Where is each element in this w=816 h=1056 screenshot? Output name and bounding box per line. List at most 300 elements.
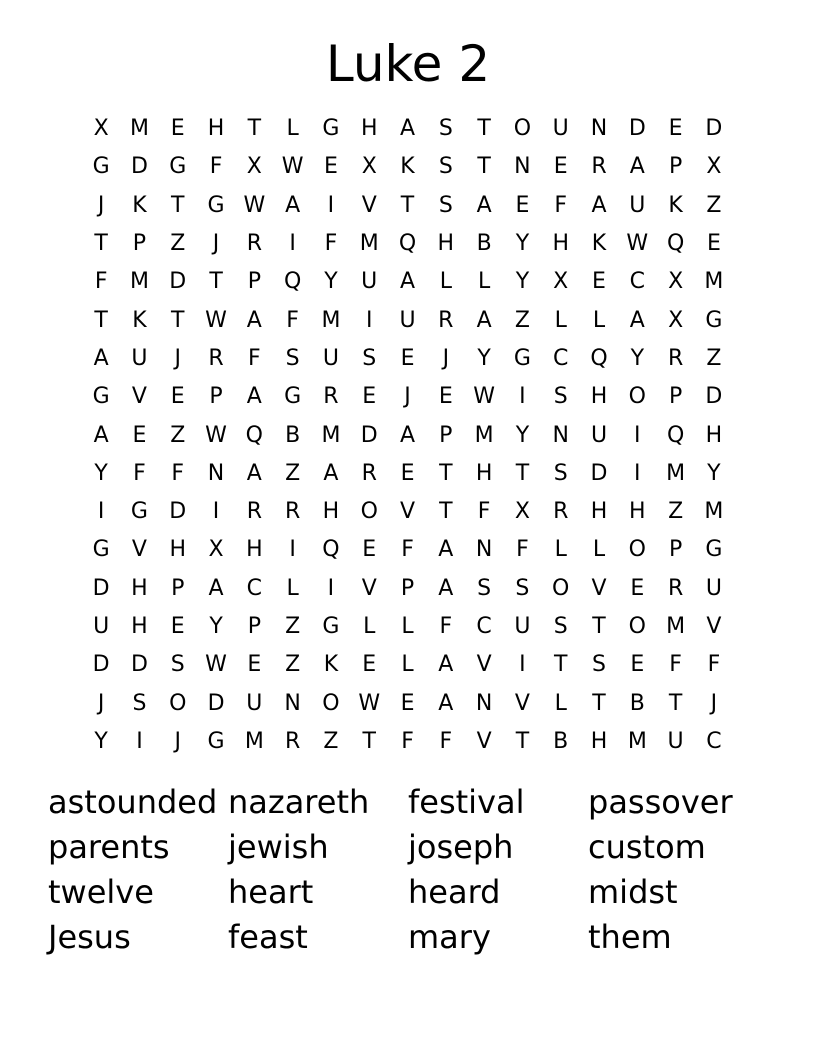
grid-letter[interactable]: D	[169, 499, 187, 525]
grid-letter[interactable]: C	[553, 345, 569, 371]
grid-letter[interactable]: G	[92, 537, 110, 563]
grid-letter[interactable]: F	[171, 460, 185, 486]
grid-letter[interactable]: J	[97, 690, 105, 716]
grid-letter[interactable]: M	[129, 116, 149, 142]
grid-letter[interactable]: Q	[666, 422, 685, 448]
grid-letter[interactable]: G	[284, 384, 302, 410]
grid-letter[interactable]: L	[554, 307, 567, 333]
grid-letter[interactable]: T	[592, 690, 606, 716]
grid-letter[interactable]: F	[669, 652, 682, 678]
grid-letter[interactable]: E	[170, 614, 185, 639]
word-list-row	[48, 870, 768, 915]
grid-letter[interactable]: S	[132, 690, 147, 716]
grid-letter[interactable]: V	[399, 499, 416, 525]
grid-letter[interactable]: X	[668, 269, 684, 295]
grid-letter[interactable]: G	[705, 537, 723, 563]
grid-letter[interactable]: W	[358, 690, 381, 716]
grid-letter[interactable]: A	[93, 345, 109, 371]
grid-letter[interactable]: X	[668, 307, 684, 333]
grid-letter[interactable]: N	[514, 154, 531, 180]
grid-letter[interactable]: V	[476, 652, 492, 678]
grid-letter[interactable]: M	[666, 614, 686, 639]
grid-letter[interactable]: R	[208, 345, 224, 371]
grid-letter[interactable]: I	[136, 728, 143, 754]
grid-letter[interactable]: N	[475, 690, 493, 716]
grid-letter[interactable]: H	[475, 460, 493, 486]
grid-letter[interactable]: W	[205, 307, 227, 333]
grid-letter[interactable]: Y	[209, 614, 223, 639]
grid-letter[interactable]: V	[361, 575, 377, 601]
grid-letter[interactable]: F	[209, 154, 223, 180]
grid-letter[interactable]: K	[400, 154, 415, 180]
grid-letter[interactable]: F	[94, 269, 108, 295]
grid-letter[interactable]: T	[477, 116, 491, 142]
grid-letter[interactable]: D	[360, 422, 378, 448]
grid-letter[interactable]: Z	[706, 345, 722, 371]
grid-letter[interactable]: E	[400, 460, 415, 486]
grid-letter[interactable]: A	[438, 652, 454, 678]
grid-letter[interactable]: M	[704, 269, 724, 295]
grid-letter[interactable]: L	[554, 537, 567, 563]
grid-letter[interactable]: B	[553, 728, 569, 754]
grid-letter[interactable]: I	[327, 192, 335, 218]
grid-letter[interactable]: S	[362, 345, 377, 371]
grid-letter[interactable]: P	[247, 269, 261, 295]
grid-letter[interactable]: K	[323, 652, 339, 678]
grid-letter[interactable]: T	[94, 231, 108, 257]
grid-letter[interactable]: A	[246, 460, 262, 486]
grid-letter[interactable]: N	[207, 460, 225, 486]
grid-letter[interactable]: T	[592, 614, 606, 639]
grid-letter[interactable]: M	[129, 269, 149, 295]
grid-letter[interactable]: L	[592, 537, 606, 563]
grid-row	[82, 531, 733, 569]
grid-letter[interactable]: F	[286, 307, 299, 333]
grid-letter[interactable]: J	[710, 690, 718, 716]
grid-letter[interactable]: Q	[666, 231, 685, 257]
grid-letter[interactable]: D	[92, 652, 110, 678]
grid-letter[interactable]: L	[439, 269, 452, 295]
grid-letter[interactable]: U	[590, 422, 608, 448]
grid-letter[interactable]: Z	[706, 192, 722, 218]
grid-letter[interactable]: Q	[590, 345, 608, 371]
grid-letter[interactable]: E	[706, 231, 721, 257]
grid-letter[interactable]: O	[628, 614, 646, 639]
grid-letter[interactable]: U	[131, 345, 148, 371]
grid-letter[interactable]: G	[322, 116, 340, 142]
grid-letter[interactable]: T	[171, 192, 185, 218]
grid-letter[interactable]: L	[477, 269, 491, 295]
grid-letter[interactable]: K	[591, 231, 607, 257]
grid-letter[interactable]: H	[705, 422, 723, 448]
grid-letter[interactable]: N	[475, 537, 493, 563]
grid-letter[interactable]: H	[131, 614, 148, 639]
grid-letter[interactable]: N	[590, 116, 608, 142]
grid-letter[interactable]: T	[668, 690, 683, 716]
grid-letter[interactable]: L	[363, 614, 376, 639]
grid-letter[interactable]: E	[553, 154, 568, 180]
grid-letter[interactable]: J	[97, 192, 105, 218]
grid-letter[interactable]: T	[515, 460, 530, 486]
grid-letter[interactable]: J	[442, 345, 450, 371]
grid-letter[interactable]: A	[399, 269, 416, 295]
word-list-item: parents	[48, 828, 170, 866]
grid-letter[interactable]: J	[174, 345, 181, 371]
grid-letter[interactable]: P	[668, 384, 683, 410]
grid-letter[interactable]: W	[243, 192, 266, 218]
grid-letter[interactable]: K	[132, 192, 147, 218]
grid-letter[interactable]: W	[205, 652, 227, 678]
grid-letter[interactable]: Z	[285, 614, 301, 639]
grid-letter[interactable]: Q	[283, 269, 302, 295]
grid-letter[interactable]: P	[439, 422, 453, 448]
grid-letter[interactable]: Y	[630, 345, 645, 371]
grid-letter[interactable]: N	[552, 422, 569, 448]
grid-letter[interactable]: R	[553, 499, 569, 525]
grid-letter[interactable]: G	[130, 499, 148, 525]
grid-letter[interactable]: S	[438, 116, 453, 142]
grid-letter[interactable]: E	[438, 384, 453, 410]
grid-letter[interactable]: I	[519, 652, 526, 678]
grid-letter[interactable]: X	[706, 154, 722, 180]
grid-letter[interactable]: U	[399, 307, 416, 333]
grid-letter[interactable]: S	[438, 154, 453, 180]
grid-letter[interactable]: M	[704, 499, 724, 525]
grid-letter[interactable]: H	[360, 116, 378, 142]
grid-letter[interactable]: T	[94, 307, 108, 333]
grid-letter[interactable]: R	[361, 460, 377, 486]
grid-letter[interactable]: Y	[94, 728, 108, 754]
grid-letter[interactable]: H	[629, 499, 646, 525]
grid-letter[interactable]: S	[553, 460, 568, 486]
grid-letter[interactable]: G	[705, 307, 723, 333]
grid-letter[interactable]: C	[476, 614, 492, 639]
grid-letter[interactable]: A	[438, 690, 454, 716]
grid-letter[interactable]: W	[205, 422, 227, 448]
grid-letter[interactable]: Q	[398, 231, 417, 257]
grid-letter[interactable]: U	[514, 614, 531, 639]
grid-letter[interactable]: G	[169, 154, 187, 180]
grid-letter[interactable]: S	[553, 614, 568, 639]
grid-letter[interactable]: F	[401, 728, 414, 754]
grid-letter[interactable]: V	[131, 384, 147, 410]
grid-letter[interactable]: C	[246, 575, 263, 601]
grid-letter[interactable]: O	[169, 690, 187, 716]
grid-letter[interactable]: M	[474, 422, 494, 448]
grid-letter[interactable]: T	[477, 154, 491, 180]
grid-letter[interactable]: R	[284, 499, 301, 525]
grid-letter[interactable]: A	[629, 154, 645, 180]
grid-letter[interactable]: V	[361, 192, 377, 218]
grid-letter[interactable]: E	[630, 652, 645, 678]
grid-letter[interactable]: O	[552, 575, 570, 601]
grid-letter[interactable]: U	[629, 192, 646, 218]
grid-letter[interactable]: P	[132, 231, 147, 257]
grid-letter[interactable]: E	[362, 384, 377, 410]
grid-letter[interactable]: N	[284, 690, 301, 716]
grid-letter[interactable]: B	[629, 690, 645, 716]
grid-letter[interactable]: Z	[285, 652, 301, 678]
grid-letter[interactable]: Z	[170, 422, 186, 448]
grid-letter[interactable]: T	[171, 307, 185, 333]
grid-letter[interactable]: V	[591, 575, 607, 601]
grid-letter[interactable]: H	[590, 384, 608, 410]
grid-letter[interactable]: X	[93, 116, 109, 142]
grid-letter[interactable]: D	[705, 116, 723, 142]
grid-letter[interactable]: P	[171, 575, 185, 601]
grid-letter[interactable]: E	[592, 269, 606, 295]
grid-letter[interactable]: R	[323, 384, 339, 410]
grid-letter[interactable]: P	[247, 614, 261, 639]
grid-letter[interactable]: M	[666, 460, 686, 486]
grid-letter[interactable]: A	[476, 307, 492, 333]
grid-letter[interactable]: K	[668, 192, 683, 218]
grid-letter[interactable]: A	[93, 422, 109, 448]
grid-letter[interactable]: V	[706, 614, 722, 639]
grid-letter[interactable]: L	[401, 614, 414, 639]
grid-letter[interactable]: R	[284, 728, 301, 754]
grid-letter[interactable]: E	[362, 652, 377, 678]
grid-row	[82, 301, 733, 339]
grid-letter[interactable]: H	[552, 231, 569, 257]
grid-letter[interactable]: S	[285, 345, 300, 371]
grid-letter[interactable]: A	[438, 575, 454, 601]
grid-letter[interactable]: E	[323, 154, 338, 180]
grid-letter[interactable]: S	[515, 575, 530, 601]
grid-letter[interactable]: W	[281, 154, 304, 180]
grid-letter[interactable]: S	[592, 652, 606, 678]
grid-letter[interactable]: P	[668, 154, 683, 180]
grid-letter[interactable]: G	[92, 154, 110, 180]
grid-letter[interactable]: O	[513, 116, 532, 142]
grid-letter[interactable]: W	[626, 231, 649, 257]
grid-letter[interactable]: A	[476, 192, 492, 218]
grid-letter[interactable]: U	[322, 345, 339, 371]
grid-letter[interactable]: O	[628, 384, 646, 410]
grid-letter[interactable]: T	[247, 116, 262, 142]
grid-letter[interactable]: E	[668, 116, 683, 142]
grid-letter[interactable]: E	[362, 537, 377, 563]
grid-letter[interactable]: B	[476, 231, 492, 257]
word-list-item: heart	[228, 873, 314, 911]
grid-letter[interactable]: V	[476, 728, 492, 754]
grid-letter[interactable]: I	[634, 422, 641, 448]
grid-letter[interactable]: L	[554, 690, 567, 716]
grid-letter[interactable]: D	[92, 575, 110, 601]
word-list-item: jewish	[228, 828, 329, 866]
grid-letter[interactable]: U	[246, 690, 263, 716]
grid-letter[interactable]: H	[437, 231, 455, 257]
grid-letter[interactable]: L	[286, 116, 299, 142]
grid-letter[interactable]: Y	[515, 269, 530, 295]
grid-letter[interactable]: Y	[515, 231, 530, 257]
grid-letter[interactable]: U	[361, 269, 378, 295]
grid-letter[interactable]: S	[438, 192, 453, 218]
grid-letter[interactable]: A	[246, 307, 262, 333]
grid-letter[interactable]: L	[592, 307, 606, 333]
grid-letter[interactable]: G	[322, 614, 340, 639]
grid-letter[interactable]: Q	[245, 422, 263, 448]
grid-letter[interactable]: V	[514, 690, 530, 716]
grid-letter[interactable]: Z	[170, 231, 186, 257]
grid-letter[interactable]: E	[132, 422, 147, 448]
grid-letter[interactable]: G	[513, 345, 531, 371]
grid-letter[interactable]: Z	[323, 728, 339, 754]
grid-letter[interactable]: F	[401, 537, 414, 563]
grid-letter[interactable]: I	[97, 499, 105, 525]
grid-letter[interactable]: J	[212, 231, 220, 257]
grid-letter[interactable]: J	[174, 728, 181, 754]
grid-letter[interactable]: A	[591, 192, 607, 218]
grid-letter[interactable]: X	[361, 154, 377, 180]
grid-letter[interactable]: A	[438, 537, 454, 563]
grid-letter[interactable]: A	[246, 384, 262, 410]
grid-letter[interactable]: T	[400, 192, 415, 218]
grid-letter[interactable]: H	[590, 499, 608, 525]
grid-letter[interactable]: U	[93, 614, 110, 639]
grid-letter[interactable]: M	[244, 728, 264, 754]
grid-row	[82, 340, 733, 378]
grid-letter[interactable]: A	[399, 422, 416, 448]
grid-letter[interactable]: T	[209, 269, 223, 295]
grid-letter[interactable]: P	[668, 537, 683, 563]
grid-letter[interactable]: M	[359, 231, 379, 257]
grid-letter[interactable]: Y	[707, 460, 721, 486]
grid-row	[82, 684, 733, 722]
grid-letter[interactable]: I	[289, 231, 296, 257]
grid-letter[interactable]: D	[207, 690, 225, 716]
grid-letter[interactable]: F	[248, 345, 261, 371]
grid-letter[interactable]: D	[590, 460, 608, 486]
grid-letter[interactable]: F	[554, 192, 568, 218]
grid-letter[interactable]: X	[553, 269, 569, 295]
grid-letter[interactable]: H	[246, 537, 263, 563]
grid-letter[interactable]: F	[133, 460, 146, 486]
grid-letter[interactable]: D	[130, 652, 148, 678]
grid-letter[interactable]: I	[365, 307, 373, 333]
grid-letter[interactable]: G	[92, 384, 110, 410]
grid-letter[interactable]: R	[667, 575, 684, 601]
grid-letter[interactable]: T	[515, 728, 530, 754]
grid-letter[interactable]: T	[439, 499, 453, 525]
grid-letter[interactable]: P	[400, 575, 415, 601]
grid-letter[interactable]: G	[207, 192, 225, 218]
grid-letter[interactable]: Y	[94, 460, 108, 486]
grid-letter[interactable]: O	[322, 690, 340, 716]
grid-letter[interactable]: F	[477, 499, 491, 525]
grid-letter[interactable]: F	[707, 652, 721, 678]
grid-letter[interactable]: F	[516, 537, 529, 563]
grid-letter[interactable]: H	[322, 499, 340, 525]
grid-letter[interactable]: D	[130, 154, 148, 180]
grid-letter[interactable]: X	[246, 154, 262, 180]
grid-letter[interactable]: E	[400, 690, 415, 716]
grid-letter[interactable]: W	[473, 384, 495, 410]
grid-letter[interactable]: D	[169, 269, 187, 295]
grid-letter[interactable]: S	[553, 384, 568, 410]
grid-letter[interactable]: S	[477, 575, 492, 601]
word-list-item: Jesus	[48, 918, 131, 956]
grid-letter[interactable]: B	[285, 422, 301, 448]
grid-letter[interactable]: X	[208, 537, 224, 563]
grid-letter[interactable]: A	[323, 460, 339, 486]
grid-letter[interactable]: A	[399, 116, 416, 142]
grid-letter[interactable]: V	[131, 537, 147, 563]
grid-letter[interactable]: T	[362, 728, 376, 754]
grid-letter[interactable]: Z	[285, 460, 301, 486]
grid-letter[interactable]: F	[324, 231, 338, 257]
grid-letter[interactable]: A	[208, 575, 224, 601]
grid-letter[interactable]: E	[515, 192, 530, 218]
grid-letter[interactable]: U	[667, 728, 684, 754]
grid-letter[interactable]: R	[667, 345, 684, 371]
grid-letter[interactable]: I	[212, 499, 220, 525]
grid-letter[interactable]: C	[706, 728, 722, 754]
grid-letter[interactable]: Y	[477, 345, 491, 371]
grid-letter[interactable]: H	[207, 116, 225, 142]
grid-letter[interactable]: A	[285, 192, 301, 218]
grid-letter[interactable]: U	[705, 575, 722, 601]
grid-letter[interactable]: H	[590, 728, 608, 754]
grid-letter[interactable]: T	[439, 460, 453, 486]
grid-letter[interactable]: E	[247, 652, 262, 678]
word-list-item: them	[588, 918, 672, 956]
grid-letter[interactable]: Z	[514, 307, 530, 333]
grid-letter[interactable]: I	[634, 460, 641, 486]
grid-letter[interactable]: Q	[322, 537, 340, 563]
grid-letter[interactable]: T	[553, 652, 568, 678]
grid-letter[interactable]: Y	[515, 422, 530, 448]
grid-letter[interactable]: H	[169, 537, 187, 563]
grid-letter[interactable]: R	[438, 307, 454, 333]
grid-letter[interactable]: R	[246, 231, 262, 257]
grid-letter[interactable]: I	[289, 537, 296, 563]
grid-letter[interactable]: C	[629, 269, 645, 295]
grid-letter[interactable]: S	[170, 652, 185, 678]
grid-letter[interactable]: M	[321, 422, 341, 448]
grid-letter[interactable]: E	[170, 116, 185, 142]
grid-letter[interactable]: I	[519, 384, 526, 410]
grid-letter[interactable]: M	[627, 728, 647, 754]
grid-letter[interactable]: E	[400, 345, 415, 371]
grid-letter[interactable]: E	[170, 384, 185, 410]
grid-letter[interactable]: X	[514, 499, 530, 525]
grid-letter[interactable]: O	[360, 499, 378, 525]
grid-letter[interactable]: O	[628, 537, 646, 563]
grid-letter[interactable]: A	[629, 307, 645, 333]
grid-letter[interactable]: K	[132, 307, 147, 333]
grid-letter[interactable]: L	[286, 575, 299, 601]
grid-letter[interactable]: L	[401, 652, 414, 678]
grid-letter[interactable]: M	[321, 307, 341, 333]
grid-letter[interactable]: I	[327, 575, 335, 601]
grid-letter[interactable]: D	[628, 116, 646, 142]
grid-letter[interactable]: G	[207, 728, 225, 754]
grid-letter[interactable]: Z	[668, 499, 684, 525]
grid-letter[interactable]: U	[552, 116, 569, 142]
grid-letter[interactable]: J	[404, 384, 411, 410]
grid-letter[interactable]: D	[705, 384, 723, 410]
word-list-item: midst	[588, 873, 678, 911]
grid-letter[interactable]: F	[439, 728, 453, 754]
grid-letter[interactable]: E	[630, 575, 645, 601]
grid-letter[interactable]: Y	[324, 269, 338, 295]
grid-letter[interactable]: R	[246, 499, 262, 525]
grid-letter[interactable]: P	[209, 384, 223, 410]
grid-letter[interactable]: H	[131, 575, 148, 601]
grid-letter[interactable]: R	[591, 154, 607, 180]
grid-letter[interactable]: F	[439, 614, 453, 639]
